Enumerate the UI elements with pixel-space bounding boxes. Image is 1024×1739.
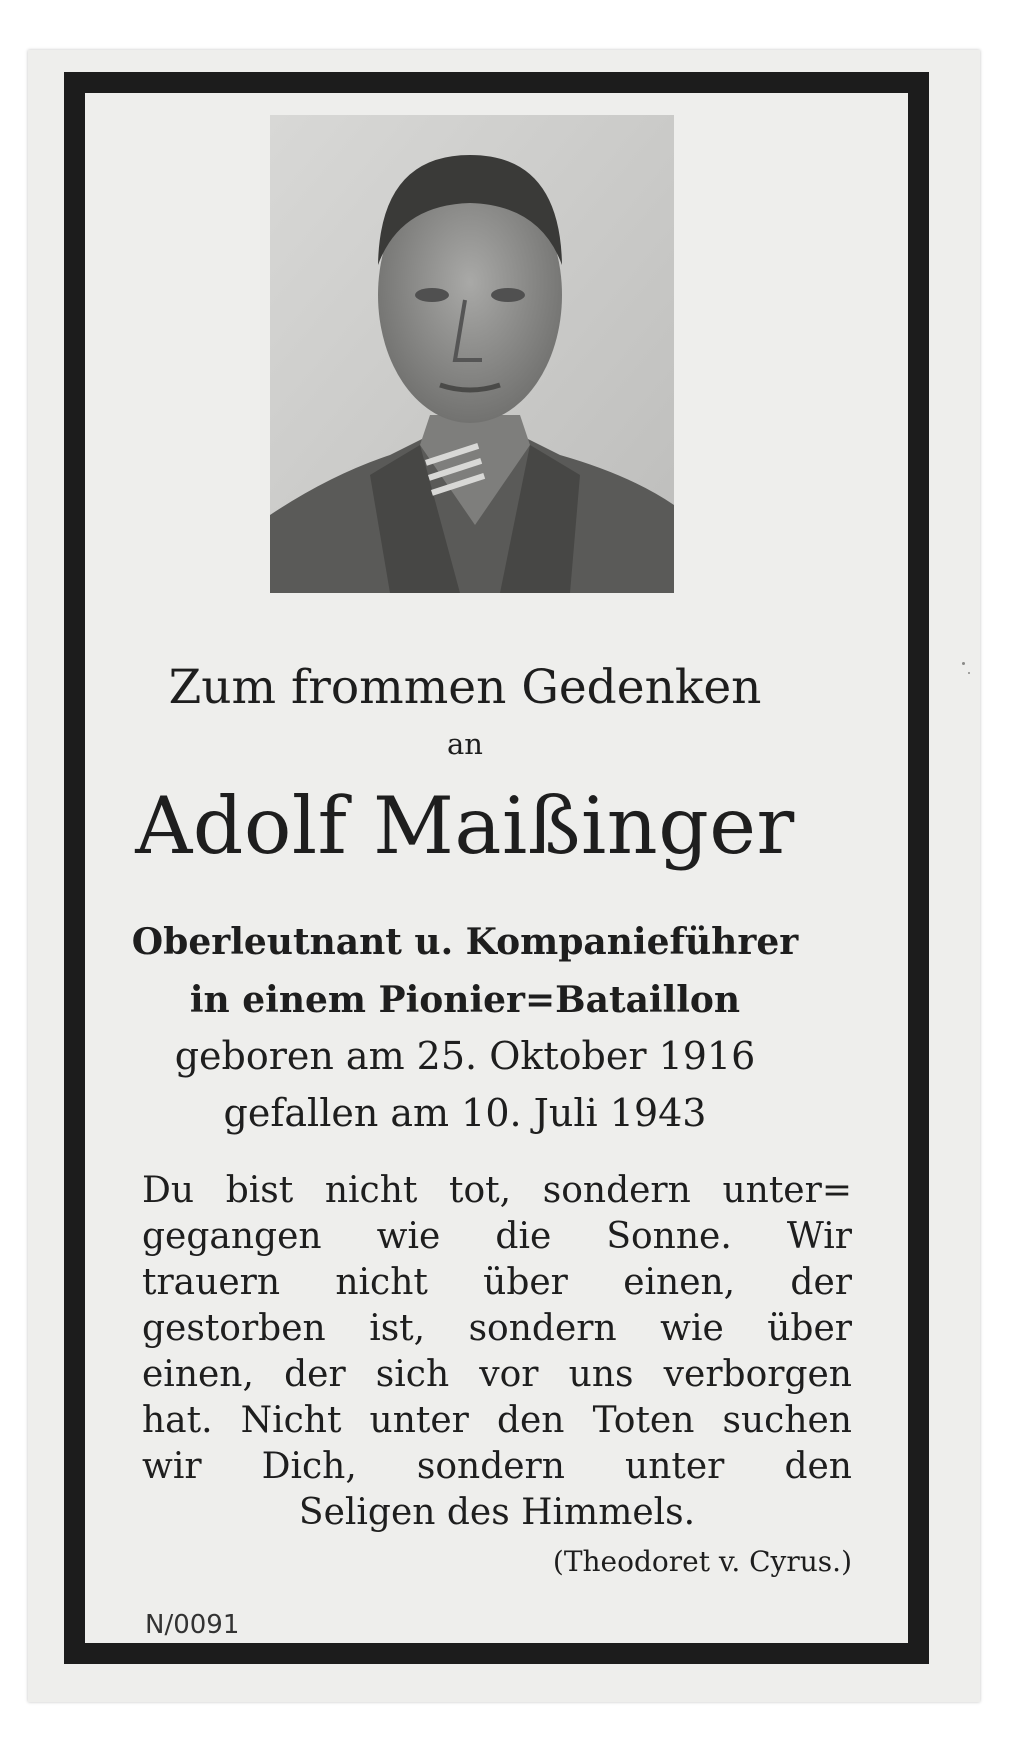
deceased-name: Adolf Maißinger — [135, 780, 795, 872]
verse-line: gegangen wie die Sonne. Wir — [142, 1216, 852, 1257]
birth-date: geboren am 25. Oktober 1916 — [174, 1034, 756, 1078]
verse-attribution: (Theodoret v. Cyrus.) — [552, 1545, 852, 1578]
military-rank: Oberleutnant u. Kompanieführer — [131, 921, 799, 963]
memorial-heading: Zum frommen Gedenken — [168, 660, 762, 715]
verse-line: einen, der sich vor uns verborgen — [142, 1354, 852, 1395]
portrait-image — [270, 115, 674, 593]
paper-speck — [968, 672, 970, 674]
paper-speck — [962, 662, 965, 665]
verse-line: wir Dich, sondern unter den — [142, 1446, 852, 1487]
verse-line: hat. Nicht unter den Toten suchen — [142, 1400, 852, 1441]
death-date: gefallen am 10. Juli 1943 — [223, 1091, 707, 1135]
archive-serial-number: N/0091 — [145, 1610, 240, 1640]
memorial-an: an — [447, 727, 483, 761]
portrait-photo — [270, 115, 674, 593]
military-unit: in einem Pionier=Bataillon — [189, 979, 741, 1021]
verse-line: Seligen des Himmels. — [298, 1492, 696, 1533]
verse-line: gestorben ist, sondern wie über — [142, 1308, 852, 1349]
verse-line: Du bist nicht tot, sondern unter= — [142, 1170, 852, 1211]
verse-line: trauern nicht über einen, der — [142, 1262, 852, 1303]
